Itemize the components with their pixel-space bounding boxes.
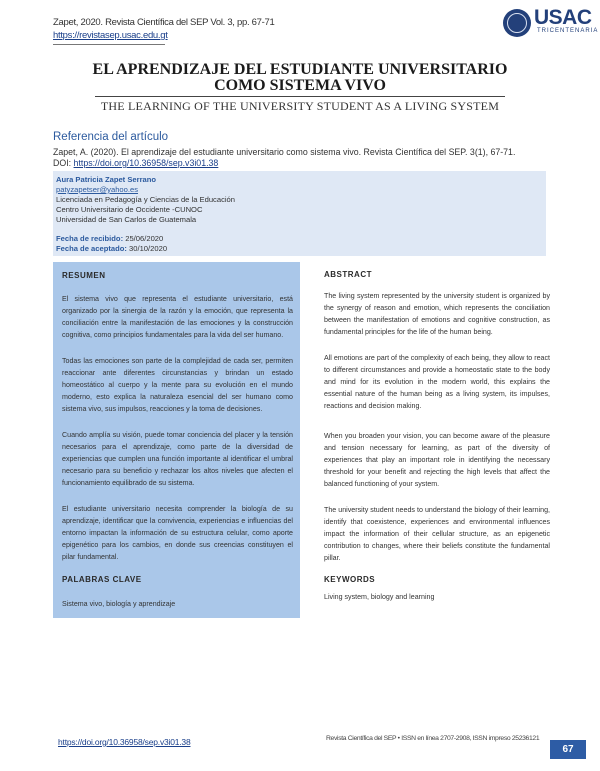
received-label: Fecha de recibido: (56, 234, 124, 243)
article-title-line2: COMO SISTEMA VIVO (214, 77, 386, 94)
footer-issn: Revista Científica del SEP • ISSN en línea 2707-2908, ISSN impreso 25236121 (326, 735, 540, 742)
article-title-english: THE LEARNING OF THE UNIVERSITY STUDENT AS A LIVING SYSTEM (100, 99, 500, 113)
doi-link[interactable]: https://doi.org/10.36958/sep.v3i01.38 (73, 158, 219, 168)
palabras-clave: Sistema vivo, biología y aprendizaje (62, 600, 176, 608)
resumen-heading: RESUMEN (62, 271, 106, 280)
author-info-box (53, 171, 546, 256)
resumen-paragraph: Cuando amplía su visión, puede tomar conciencia del placer y la tensión necesarios para el aprendizaje, como parte de la diversidad de experiencias que cumplen una función importante al identificar el umbral necesario para su beneficio y rechazar los altos niveles que afecten el funcionamiento equilibrado de su sistema. (62, 431, 293, 487)
reference-heading: Referencia del artículo (53, 131, 169, 143)
received-value: 25/06/2020 (125, 234, 164, 243)
received-date (56, 234, 163, 243)
logo-subtitle: TRICENTENARIA (537, 28, 599, 34)
author-email-link[interactable]: patyzapetser@yahoo.es (56, 185, 139, 194)
resumen-paragraph: El estudiante universitario necesita comprender la biología de su aprendizaje, identificar que la convivencia, experiencias e influencias del entorno impactan la información de su estructura celular, como aporte epigenético para los cambios, en donde sus creencias constituyen el pilar fundamental. (62, 505, 293, 561)
abstract-paragraph: The living system represented by the university student is organized by the synergy of reason and emotion, which represents the conciliation between the manifestation of emotions and cognitive construction, as fundamental principles for the life of the human being. (324, 292, 550, 336)
abstract-paragraph: When you broaden your vision, you can become aware of the pleasure and tension necessary for learning, as part of the diversity of experiences that play an important role in identifying the necessary threshold for your benefit and rejecting the high levels that affect the balanced functioning of your system. (324, 432, 550, 488)
journal-url-link[interactable]: https://revistasep.usac.edu.gt (53, 30, 168, 41)
logo-name: USAC (534, 6, 592, 29)
footer-doi-link[interactable]: https://doi.org/10.36958/sep.v3i01.38 (58, 737, 191, 747)
keywords-heading: KEYWORDS (324, 575, 376, 584)
header-citation: Zapet, 2020. Revista Científica del SEP Vol. 3, pp. 67-71 (53, 17, 275, 28)
usac-logo (503, 6, 599, 39)
keywords: Living system, biology and learning (324, 593, 435, 601)
university-seal-icon (503, 9, 531, 37)
accepted-value: 30/10/2020 (129, 244, 168, 253)
article-title (0, 62, 600, 94)
author-degree: Licenciada en Pedagogía y Ciencias de la Educación (56, 195, 235, 204)
resumen-panel (53, 262, 300, 618)
reference-citation: Zapet, A. (2020). El aprendizaje del estudiante universitario como sistema vivo. Revista Científica del SEP. 3(1), 67-71. (53, 147, 516, 157)
doi-label: DOI: (53, 158, 72, 168)
reference-doi (53, 158, 218, 168)
author-name: Aura Patricia Zapet Serrano (56, 175, 157, 184)
page-number: 67 (550, 740, 586, 759)
abstract-paragraph: All emotions are part of the complexity of each being, they allow to react to different circumstances and provide a homeostatic state to the body and mind for its evolution in the modern world, this explains the essential nature of the human being as a living system, its impulses, reactions and decision making. (324, 354, 550, 410)
resumen-paragraph: Todas las emociones son parte de la complejidad de cada ser, permiten reaccionar ante diferentes circunstancias y brindan un estado homeostático al cuerpo y la mente para su evolución en el mundo moderno, esto explica la naturaleza esencial del ser humano como sistema vivo, sus impulsos, reacciones y la toma de decisiones. (62, 357, 293, 413)
palabras-clave-heading: PALABRAS CLAVE (62, 575, 142, 584)
author-university: Universidad de San Carlos de Guatemala (56, 215, 197, 224)
abstract-paragraph: The university student needs to understand the biology of their learning, identify that coexistence, experiences and environmental influences impact the information of their cellular structure, as an epigenetic contribution to changes, where their beliefs constitute the fundamental pillar. (324, 506, 550, 562)
abstract-heading: ABSTRACT (324, 270, 372, 279)
accepted-date (56, 244, 167, 253)
accepted-label: Fecha de aceptado: (56, 244, 127, 253)
title-divider (95, 96, 505, 97)
article-title-line1: EL APRENDIZAJE DEL ESTUDIANTE UNIVERSITARIO (92, 61, 508, 78)
header-divider (53, 44, 165, 45)
resumen-paragraph: El sistema vivo que representa el estudiante universitario, está organizado por la sinergia de la razón y la emoción, que representa la conciliación entre la manifestación de las emociones y la construcción cognitiva, como principios fundamentales para la vida del ser humano. (62, 295, 293, 339)
author-center: Centro Universitario de Occidente -CUNOC (56, 205, 203, 214)
